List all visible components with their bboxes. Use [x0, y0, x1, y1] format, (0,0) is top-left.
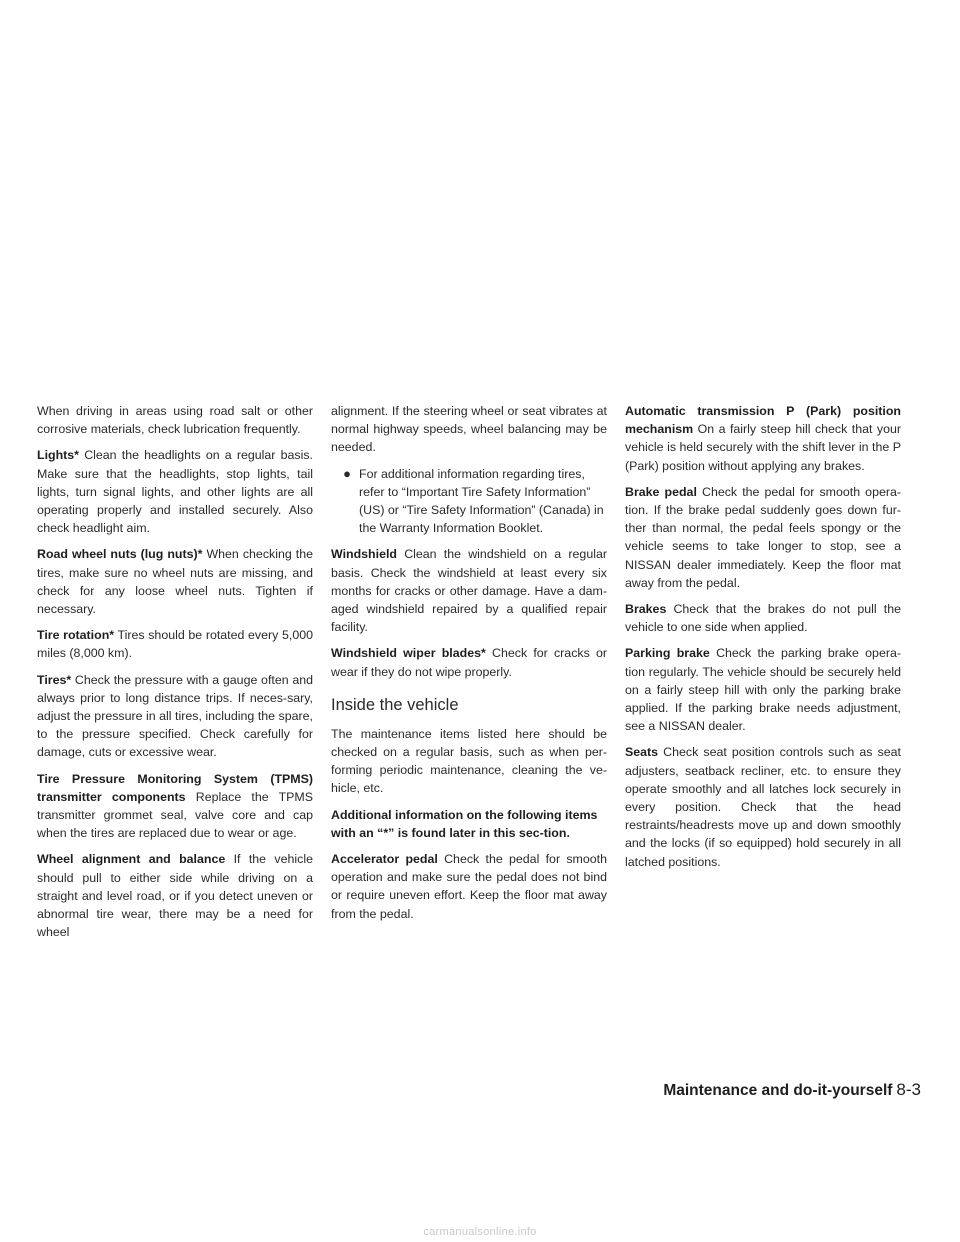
item-body: If the vehicle should pull to either side while driving on a straight and level road, or if you detect uneven or abnormal tire wear, there may be a need for wheel	[37, 852, 313, 940]
item-title: Seats	[625, 745, 659, 760]
item-body: When checking the tires, make sure no wheel nuts are missing, and check for any loose wheel nuts. Tighten if necessary.	[37, 547, 313, 617]
item-body: On a fairly steep hill check that your vehicle is held securely with the shift lever in the P (Park) position without applying any brakes.	[625, 422, 901, 473]
item-body: Clean the windshield on a regular basis. Check the windshield at least every six months for cracks or other damage. Have a dam-aged windshield repaired by a qualified repair facility.	[331, 547, 607, 635]
bullet-item	[331, 465, 607, 538]
item-body: Check that the brakes do not pull the vehicle to one side when applied.	[625, 602, 901, 635]
asterisk-note: Additional information on the following items with an “*” is found later in this sec-tion.	[331, 807, 598, 840]
item-body: Clean the headlights on a regular basis. Make sure that the headlights, stop lights, tail lights, turn signal lights, and other lights are all operating properly and installed securely. Also check headlight aim.	[37, 448, 313, 536]
section-heading: Inside the vehicle	[331, 695, 459, 714]
item-lights	[37, 446, 313, 537]
item-body: Check the pressure with a gauge often and always prior to long distance trips. If neces-sary, adjust the pressure in all tires, including the spare, to the pressure specified. Check carefully for damage, cuts or excessive wear.	[37, 672, 313, 760]
item-accelerator-pedal	[331, 850, 607, 923]
column-left	[37, 402, 313, 949]
item-tpms	[37, 770, 313, 843]
item-body: Check seat position controls such as seat adjusters, seatback recliner, etc. to ensure they operate smoothly and all latches lock securely in every position. Check that the head restraints/headrests move up and down smoothly and the locks (if so equipped) hold securely in all latched positions.	[625, 745, 901, 869]
item-brake-pedal	[625, 483, 901, 592]
inside-intro: The maintenance items listed here should be checked on a regular basis, such as when per-forming periodic maintenance, cleaning the ve-hicle, etc.	[331, 726, 607, 796]
item-body: Check the pedal for smooth opera-tion. If the brake pedal suddenly goes down fur-ther than normal, the pedal feels spongy or the vehicle seems to take longer to stop, see a NISSAN dealer immediately. Keep the floor mat away from the pedal.	[625, 484, 901, 590]
item-wheel-alignment	[37, 850, 313, 941]
column-middle	[331, 402, 607, 931]
item-title: Parking brake	[625, 646, 710, 661]
item-title: Tires*	[37, 672, 72, 687]
item-windshield	[331, 545, 607, 636]
item-title: Tire rotation*	[37, 628, 115, 643]
watermark: carmanualsonline.info	[423, 1226, 537, 1238]
item-tires	[37, 671, 313, 762]
item-title: Brakes	[625, 602, 667, 617]
continued-paragraph: alignment. If the steering wheel or seat vibrates at normal highway speeds, wheel balancing may be needed.	[331, 404, 607, 455]
item-seats	[625, 743, 901, 870]
item-body: Tires should be rotated every 5,000 miles (8,000 km).	[37, 628, 313, 661]
item-park-mechanism	[625, 402, 901, 475]
item-body: Check the pedal for smooth operation and make sure the pedal does not bind or require uneven effort. Keep the floor mat away from the pedal.	[331, 852, 607, 921]
item-title: Automatic transmission P (Park) position mechanism	[625, 404, 901, 437]
item-parking-brake	[625, 644, 901, 735]
item-body: Replace the TPMS transmitter grommet seal, valve core and cap when the tires are replaced due to wear or age.	[37, 789, 314, 841]
item-title: Tire Pressure Monitoring System (TPMS) transmitter components	[37, 771, 313, 804]
item-body: Check for cracks or wear if they do not wipe properly.	[331, 646, 607, 679]
item-title: Road wheel nuts (lug nuts)*	[37, 547, 203, 562]
item-tire-rotation	[37, 626, 313, 662]
intro-paragraph: When driving in areas using road salt or other corrosive materials, check lubrication frequently.	[37, 404, 313, 437]
item-title: Accelerator pedal	[331, 852, 438, 867]
bullet-icon: ●	[343, 465, 351, 481]
page-number: 8-3	[896, 1080, 921, 1099]
bullet-text: For additional information regarding tires, refer to “Important Tire Safety Information” (US) or “Tire Safety Information” (Canada) in the Warranty Information Booklet.	[359, 466, 604, 536]
item-wiper-blades	[331, 644, 607, 680]
item-body: Check the parking brake opera-tion regularly. The vehicle should be securely held on a fairly steep hill with only the parking brake applied. If the parking brake needs adjustment, see a NISSAN dealer.	[625, 646, 901, 734]
item-title: Windshield wiper blades*	[331, 646, 486, 661]
item-title: Wheel alignment and balance	[37, 852, 226, 867]
item-title: Brake pedal	[625, 484, 697, 499]
column-right	[625, 402, 901, 879]
page-footer	[663, 1080, 921, 1100]
item-title: Lights*	[37, 448, 79, 463]
item-brakes	[625, 600, 901, 636]
item-title: Windshield	[331, 547, 397, 562]
item-road-wheel-nuts	[37, 545, 313, 618]
footer-title: Maintenance and do-it-yourself	[663, 1082, 893, 1099]
